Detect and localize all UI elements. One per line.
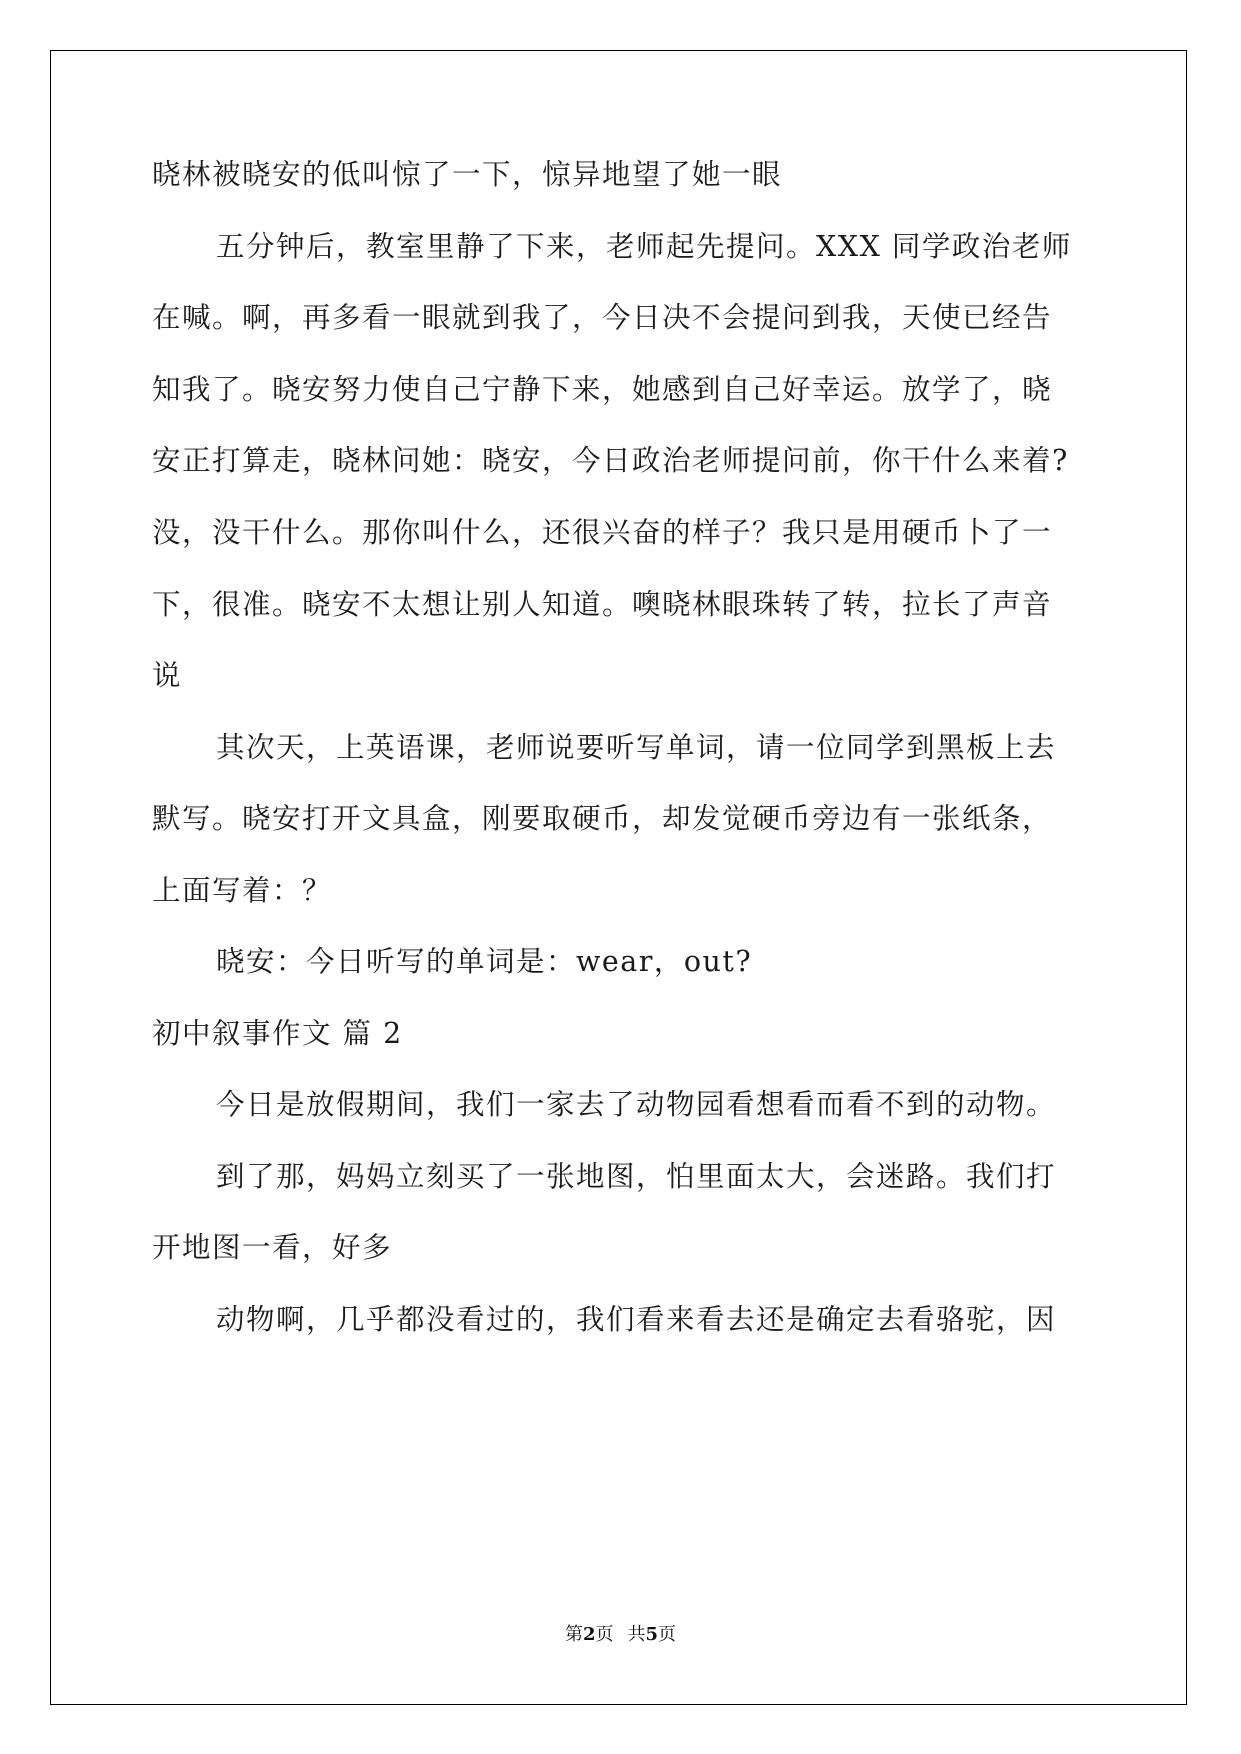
text-line-11: 上面写着：？ bbox=[152, 874, 333, 907]
footer-page-prefix: 第 bbox=[564, 1624, 583, 1645]
section-heading: 初中叙事作文 篇 2 bbox=[152, 1017, 403, 1050]
text-line-7: 下，很准。晓安不太想让别人知道。噢晓林眼珠转了转，拉长了声音 bbox=[152, 588, 1053, 621]
footer-total-suffix: 页 bbox=[658, 1624, 677, 1645]
text-line-6: 没，没干什么。那你叫什么，还很兴奋的样子？我只是用硬币卜了一 bbox=[152, 516, 1053, 549]
text-line-3: 在喊。啊，再多看一眼就到我了，今日决不会提问到我，天使已经告 bbox=[152, 301, 1053, 334]
text-line-16: 开地图一看，好多 bbox=[152, 1231, 393, 1264]
text-line-15: 到了那，妈妈立刻买了一张地图，怕里面太大，会迷路。我们打 bbox=[216, 1160, 1057, 1193]
text-line-8: 说 bbox=[152, 659, 183, 692]
footer-page-current: 2 bbox=[582, 1624, 596, 1645]
text-line-2: 五分钟后，教室里静了下来，老师起先提问。XXX 同学政治老师 bbox=[216, 230, 1072, 263]
footer-total-prefix: 共 bbox=[627, 1624, 646, 1645]
text-line-9: 其次天，上英语课，老师说要听写单词，请一位同学到黑板上去 bbox=[216, 731, 1057, 764]
text-line-17: 动物啊，几乎都没看过的，我们看来看去还是确定去看骆驼，因 bbox=[216, 1303, 1057, 1336]
page-footer bbox=[0, 1620, 1241, 1646]
footer-page-total: 5 bbox=[645, 1624, 659, 1645]
text-line-4: 知我了。晓安努力使自己宁静下来，她感到自己好幸运。放学了，晓 bbox=[152, 373, 1053, 406]
footer-page-suffix: 页 bbox=[595, 1624, 614, 1645]
text-line-1: 晓林被晓安的低叫惊了一下，惊异地望了她一眼 bbox=[152, 158, 783, 191]
text-line-10: 默写。晓安打开文具盒，刚要取硬币，却发觉硬币旁边有一张纸条， bbox=[152, 802, 1053, 835]
text-line-5: 安正打算走，晓林问她：晓安，今日政治老师提问前，你干什么来着? bbox=[152, 444, 1069, 477]
text-line-14: 今日是放假期间，我们一家去了动物园看想看而看不到的动物。 bbox=[216, 1088, 1057, 1121]
text-line-12: 晓安：今日听写的单词是：wear，out? bbox=[216, 945, 753, 978]
